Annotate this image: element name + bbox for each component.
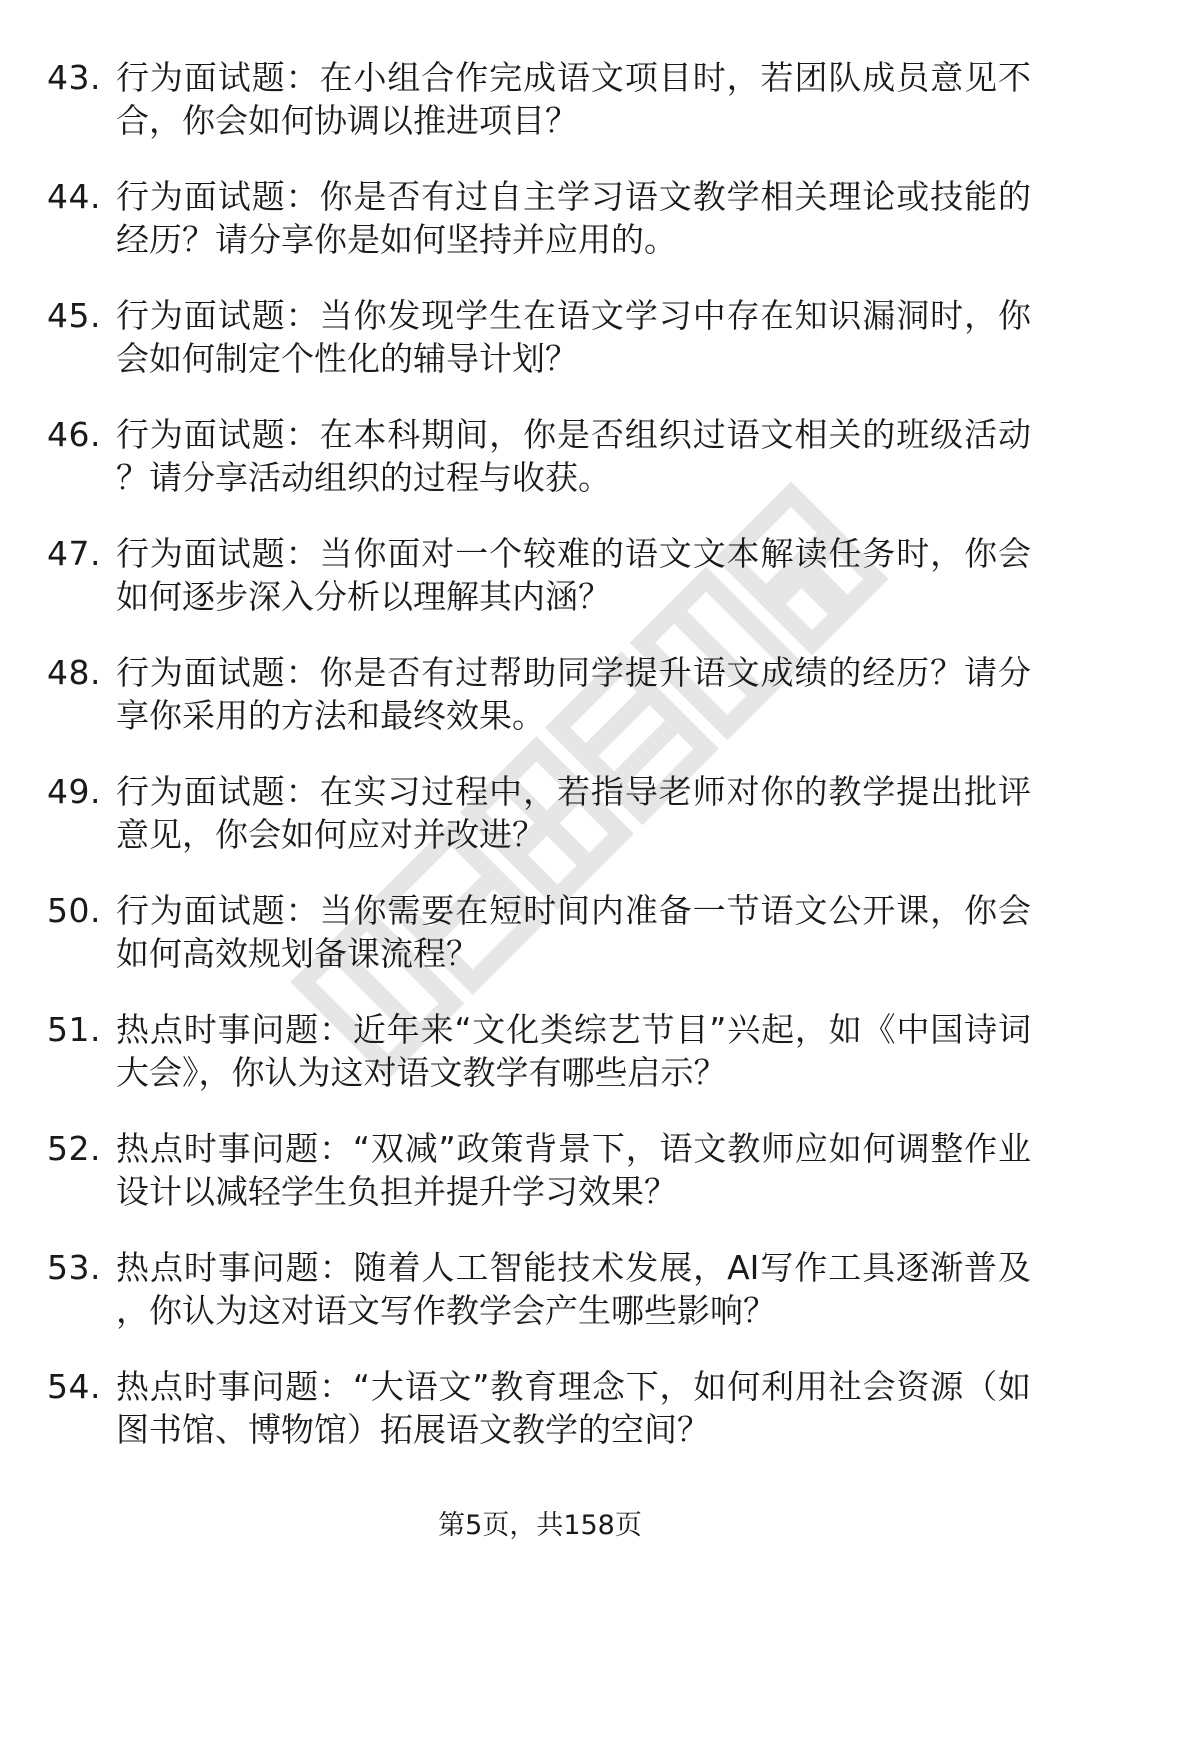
question-number: 45. (47, 296, 101, 335)
question-text: 热点时事问题：“大语文”教育理念下，如何利用社会资源（如图书馆、博物馆）拓展语文教学的空间？ (116, 1367, 1031, 1449)
question-number: 51. (47, 1010, 101, 1049)
question-text: 行为面试题：当你面对一个较难的语文文本解读任务时，你会如何逐步深入分析以理解其内涵？ (116, 534, 1031, 616)
question-text: 行为面试题：当你发现学生在语文学习中存在知识漏洞时，你会如何制定个性化的辅导计划？ (116, 296, 1031, 378)
question-text: 行为面试题：当你需要在短时间内准备一节语文公开课，你会如何高效规划备课流程？ (116, 891, 1031, 973)
question-number: 49. (47, 772, 101, 811)
question-text: 行为面试题：你是否有过自主学习语文教学相关理论或技能的经历？请分享你是如何坚持并应用的。 (116, 177, 1031, 259)
page-footer (0, 1508, 1080, 1544)
question-text: 热点时事问题：随着人工智能技术发展，AI写作工具逐渐普及，你认为这对语文写作教学会产生哪些影响？ (116, 1248, 1031, 1330)
question-number: 54. (47, 1367, 101, 1406)
page-number-label: 第5页，共158页 (438, 1510, 642, 1541)
question-number: 43. (47, 58, 101, 97)
question-number: 47. (47, 534, 101, 573)
question-number: 48. (47, 653, 101, 692)
question-text: 行为面试题：在本科期间，你是否组织过语文相关的班级活动？请分享活动组织的过程与收获。 (116, 415, 1031, 497)
question-text: 行为面试题：在实习过程中，若指导老师对你的教学提出批评意见，你会如何应对并改进？ (116, 772, 1031, 854)
question-number: 52. (47, 1129, 101, 1168)
question-text: 行为面试题：你是否有过帮助同学提升语文成绩的经历？请分享你采用的方法和最终效果。 (116, 653, 1031, 735)
question-text: 热点时事问题：近年来“文化类综艺节目”兴起，如《中国诗词大会》，你认为这对语文教学有哪些启示？ (116, 1010, 1031, 1092)
question-number: 50. (47, 891, 101, 930)
question-text: 行为面试题：在小组合作完成语文项目时，若团队成员意见不合，你会如何协调以推进项目？ (116, 58, 1031, 140)
question-number: 53. (47, 1248, 101, 1287)
question-number: 46. (47, 415, 101, 454)
question-text: 热点时事问题：“双减”政策背景下，语文教师应如何调整作业设计以减轻学生负担并提升学习效果？ (116, 1129, 1031, 1211)
question-number: 44. (47, 177, 101, 216)
